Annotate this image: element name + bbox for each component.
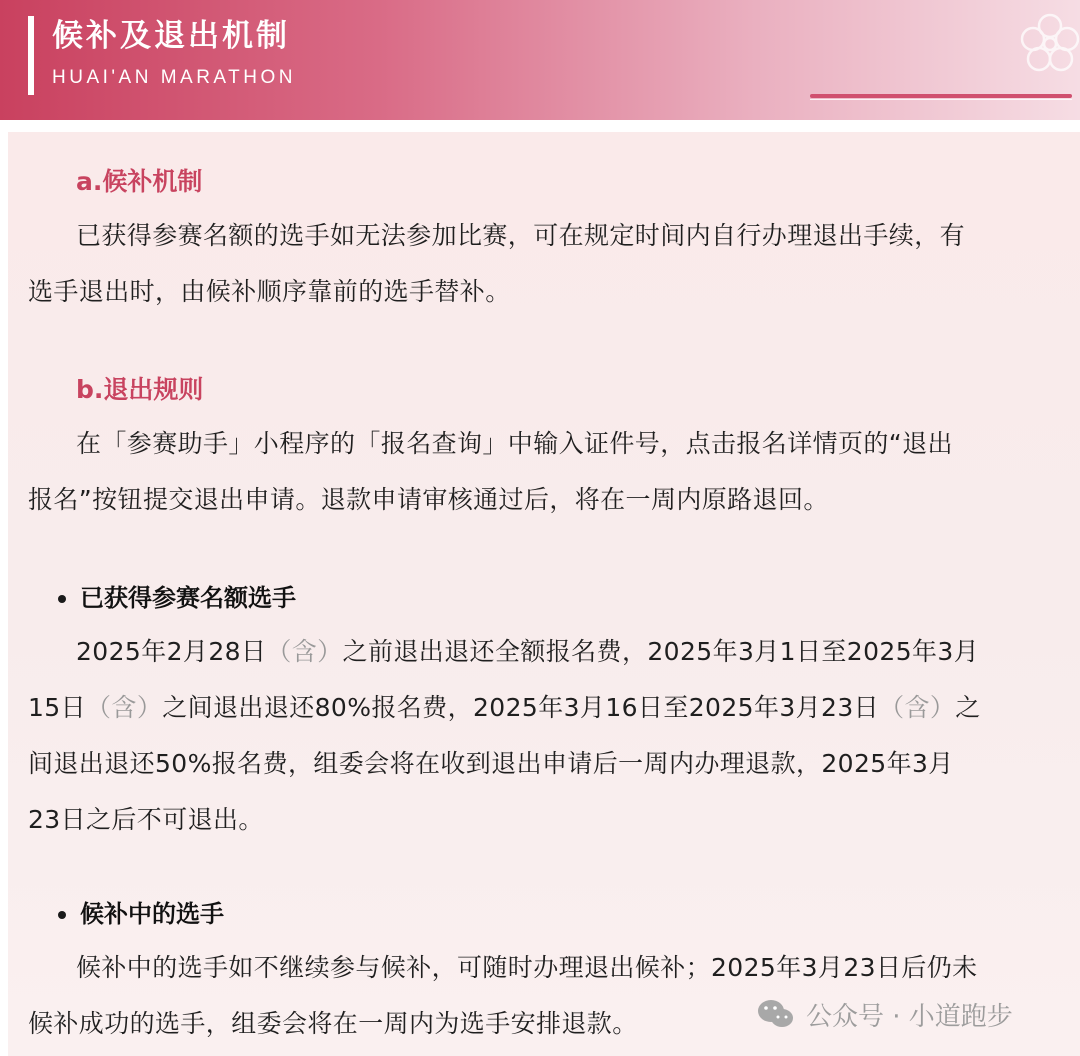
flower-icon <box>1018 12 1080 76</box>
bullet-1-line-1 <box>76 623 979 681</box>
rule-text: 之前退出退还全额报名费，2025年3月1日至2025年3月 <box>342 637 980 666</box>
content-panel <box>8 132 1080 1056</box>
bullet-2-line-2: 候补成功的选手，组委会将在一周内为选手安排退款。 <box>28 1009 638 1038</box>
section-b-heading: b.退出规则 <box>76 375 204 404</box>
bullet-2-title: 候补中的选手 <box>80 900 224 928</box>
header-divider <box>810 94 1072 98</box>
section-b-line-2: 报名”按钮提交退出申请。退款申请审核通过后，将在一周内原路退回。 <box>28 485 829 514</box>
inclusive-note: （含） <box>879 693 956 722</box>
bullet-dot <box>58 595 66 603</box>
section-a-heading: a.候补机制 <box>76 167 203 196</box>
date-text: 15日 <box>28 693 87 722</box>
bullet-1-line-2 <box>28 679 981 737</box>
date-text: 2025年2月28日 <box>76 637 267 666</box>
watermark <box>756 994 1013 1034</box>
inclusive-note: （含） <box>266 637 343 666</box>
bullet-1-line-4: 23日之后不可退出。 <box>28 805 264 834</box>
header-banner <box>0 0 1080 120</box>
rule-text: 之间退出退还80%报名费，2025年3月16日至2025年3月23日 <box>162 693 880 722</box>
section-a-line-1: 已获得参赛名额的选手如无法参加比赛，可在规定时间内自行办理退出手续，有 <box>76 221 966 250</box>
bullet-1-line-3: 间退出退还50%报名费，组委会将在收到退出申请后一周内办理退款，2025年3月 <box>28 749 954 778</box>
bullet-dot <box>58 911 66 919</box>
section-a-line-2: 选手退出时，由候补顺序靠前的选手替补。 <box>28 277 511 306</box>
bullet-2-line-1: 候补中的选手如不继续参与候补，可随时办理退出候补；2025年3月23日后仍未 <box>76 953 978 982</box>
bullet-1-title: 已获得参赛名额选手 <box>80 584 296 612</box>
rule-text: 之 <box>955 693 981 722</box>
page-title: 候补及退出机制 <box>52 18 290 54</box>
inclusive-note: （含） <box>86 693 163 722</box>
page-subtitle: HUAI'AN MARATHON <box>52 67 297 88</box>
watermark-text: 公众号 · 小道跑步 <box>806 1001 1013 1032</box>
header-accent-bar <box>28 16 34 95</box>
header-divider-highlight <box>810 99 1072 100</box>
wechat-icon <box>756 998 796 1030</box>
section-b-line-1: 在「参赛助手」小程序的「报名查询」中输入证件号，点击报名详情页的“退出 <box>76 429 953 458</box>
